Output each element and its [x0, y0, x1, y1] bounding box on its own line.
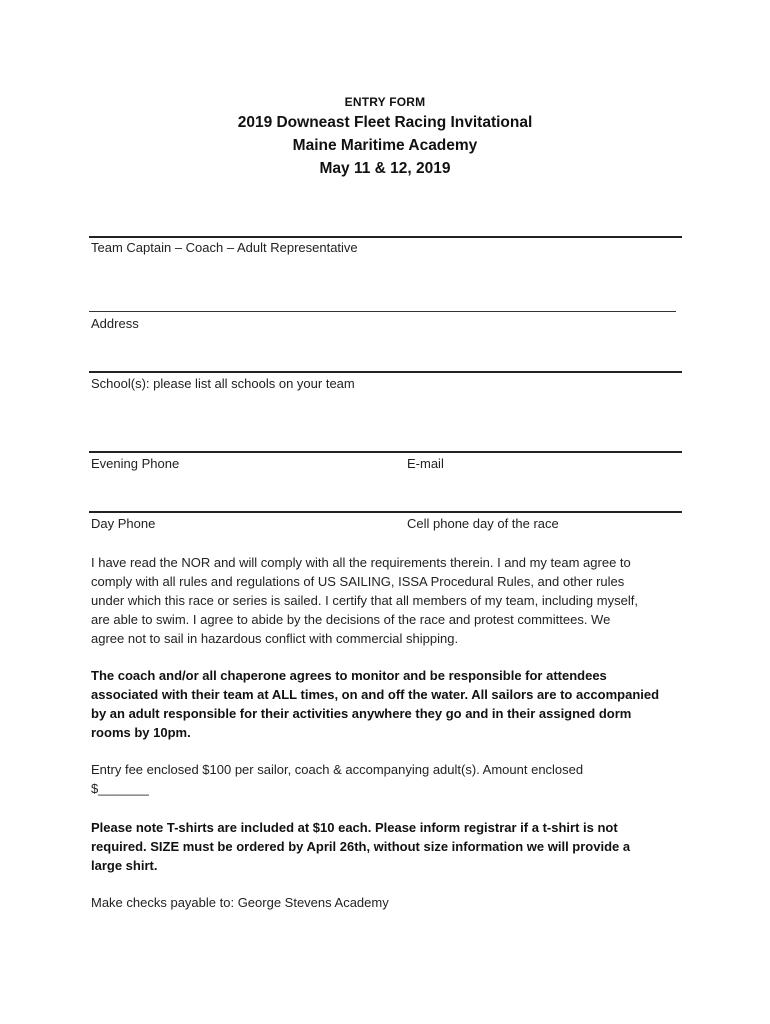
divider-top	[89, 236, 682, 238]
agreement-line: comply with all rules and regulations of US SAILING, ISSA Procedural Rules, and other rules	[91, 574, 625, 589]
divider-schools	[89, 451, 682, 453]
cell-phone-label: Cell phone day of the race	[407, 516, 559, 531]
supervision-line: The coach and/or all chaperone agrees to monitor and be responsible for attendees	[91, 668, 607, 683]
tshirt-line: large shirt.	[91, 858, 158, 873]
supervision-line: associated with their team at ALL times, on and off the water. All sailors are to accompanied	[91, 687, 660, 702]
form-label: ENTRY FORM	[344, 95, 426, 109]
event-venue: Maine Maritime Academy	[292, 137, 478, 154]
tshirt-line: required. SIZE must be ordered by April 26th, without size information we will provide a	[91, 839, 631, 854]
agreement-line: are able to swim. I agree to abide by the decisions of the race and protest committees. We	[91, 612, 611, 627]
agreement-line: I have read the NOR and will comply with all the requirements therein. I and my team agree to	[91, 555, 631, 570]
entry-fee-paragraph	[91, 760, 691, 798]
supervision-paragraph	[91, 666, 691, 742]
team-captain-label: Team Captain – Coach – Adult Representative	[91, 240, 358, 255]
address-label: Address	[91, 316, 139, 331]
email-field[interactable]	[407, 476, 677, 508]
checks-payable-text: Make checks payable to: George Stevens Academy	[91, 895, 389, 910]
event-dates: May 11 & 12, 2019	[319, 160, 451, 177]
schools-field[interactable]	[92, 398, 672, 448]
agreement-paragraph	[91, 553, 691, 648]
event-title: 2019 Downeast Fleet Racing Invitational	[237, 114, 533, 131]
divider-team-captain	[89, 311, 676, 312]
supervision-line: rooms by 10pm.	[91, 725, 191, 740]
divider-phones	[89, 511, 682, 513]
email-label: E-mail	[407, 456, 444, 471]
divider-address	[89, 371, 682, 373]
amount-enclosed-field[interactable]: $_______	[91, 781, 149, 796]
day-phone-label: Day Phone	[91, 516, 156, 531]
agreement-line: agree not to sail in hazardous conflict with commercial shipping.	[91, 631, 459, 646]
agreement-line: under which this race or series is sailed. I certify that all members of my team, including myself,	[91, 593, 638, 608]
supervision-line: by an adult responsible for their activities anywhere they go and in their assigned dorm	[91, 706, 632, 721]
evening-phone-field[interactable]	[92, 476, 392, 508]
tshirt-line: Please note T-shirts are included at $10 each. Please inform registrar if a t-shirt is not	[91, 820, 618, 835]
schools-label: School(s): please list all schools on your team	[91, 376, 355, 391]
address-field[interactable]	[92, 336, 672, 368]
evening-phone-label: Evening Phone	[91, 456, 180, 471]
team-captain-field[interactable]	[92, 262, 672, 308]
tshirt-paragraph	[91, 818, 691, 875]
entry-fee-line: Entry fee enclosed $100 per sailor, coach & accompanying adult(s). Amount enclosed	[91, 762, 584, 777]
